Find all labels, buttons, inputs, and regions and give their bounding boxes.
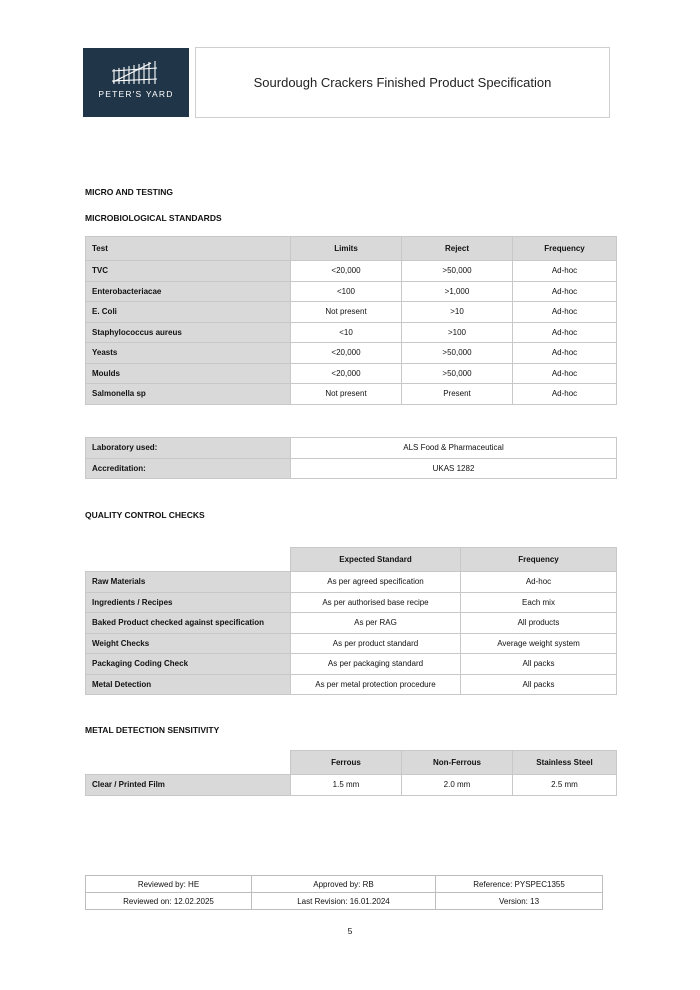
test-name-cell: Salmonella sp [86, 384, 291, 405]
check-name-cell: Baked Product checked against specification [86, 613, 291, 634]
column-header: Test [86, 237, 291, 261]
frequency-cell: Ad-hoc [513, 261, 617, 282]
column-header: Ferrous [291, 751, 402, 775]
table-header-row [86, 751, 617, 775]
stainless-steel-cell: 2.5 mm [513, 775, 617, 796]
reviewed-on: Reviewed on: 12.02.2025 [86, 893, 252, 910]
page-number: 5 [347, 926, 353, 936]
test-name-cell: Yeasts [86, 343, 291, 364]
check-name-cell: Raw Materials [86, 572, 291, 593]
empty-header-cell [86, 548, 291, 572]
table-row [86, 674, 617, 695]
reference: Reference: PYSPEC1355 [436, 876, 603, 893]
standard-cell: As per packaging standard [291, 654, 461, 675]
frequency-cell: Ad-hoc [513, 302, 617, 323]
column-header: Reject [402, 237, 513, 261]
table-row [86, 384, 617, 405]
test-name-cell: Enterobacteriacae [86, 281, 291, 302]
logo-text: PETER'S YARD [98, 89, 174, 99]
column-header: Frequency [461, 548, 617, 572]
test-name-cell: TVC [86, 261, 291, 282]
limits-cell: <20,000 [291, 363, 402, 384]
document-title-box [195, 47, 610, 118]
accreditation-label: Accreditation: [86, 458, 291, 479]
column-header: Non-Ferrous [402, 751, 513, 775]
frequency-cell: Ad-hoc [513, 363, 617, 384]
reject-cell: >50,000 [402, 343, 513, 364]
accreditation-value: UKAS 1282 [291, 458, 617, 479]
limits-cell: <10 [291, 322, 402, 343]
test-name-cell: Moulds [86, 363, 291, 384]
reject-cell: >50,000 [402, 363, 513, 384]
table-header-row [86, 237, 617, 261]
laboratory-value: ALS Food & Pharmaceutical [291, 438, 617, 459]
reject-cell: >10 [402, 302, 513, 323]
reviewed-by: Reviewed by: HE [86, 876, 252, 893]
column-header: Frequency [513, 237, 617, 261]
frequency-cell: All products [461, 613, 617, 634]
footer-row [86, 876, 603, 893]
table-row [86, 322, 617, 343]
material-cell: Clear / Printed Film [86, 775, 291, 796]
table-row [86, 363, 617, 384]
table-row [86, 654, 617, 675]
laboratory-label: Laboratory used: [86, 438, 291, 459]
empty-header-cell [86, 751, 291, 775]
frequency-cell: Ad-hoc [513, 281, 617, 302]
table-row [86, 592, 617, 613]
frequency-cell: Each mix [461, 592, 617, 613]
reject-cell: >50,000 [402, 261, 513, 282]
frequency-cell: Ad-hoc [513, 322, 617, 343]
table-row [86, 572, 617, 593]
table-row [86, 302, 617, 323]
reject-cell: Present [402, 384, 513, 405]
section-heading-quality-control: QUALITY CONTROL CHECKS [85, 510, 205, 520]
footer-row [86, 893, 603, 910]
test-name-cell: E. Coli [86, 302, 291, 323]
version: Version: 13 [436, 893, 603, 910]
check-name-cell: Weight Checks [86, 633, 291, 654]
table-row [86, 458, 617, 479]
section-heading-micro-standards: MICROBIOLOGICAL STANDARDS [85, 213, 222, 223]
reject-cell: >1,000 [402, 281, 513, 302]
limits-cell: Not present [291, 384, 402, 405]
limits-cell: <20,000 [291, 261, 402, 282]
document-control-footer [85, 875, 603, 910]
test-name-cell: Staphylococcus aureus [86, 322, 291, 343]
section-heading-micro-testing: MICRO AND TESTING [85, 187, 173, 197]
table-row [86, 633, 617, 654]
microbiological-standards-table [85, 236, 617, 405]
table-row [86, 343, 617, 364]
table-row [86, 438, 617, 459]
section-heading-metal-detection: METAL DETECTION SENSITIVITY [85, 725, 220, 735]
column-header: Expected Standard [291, 548, 461, 572]
ferrous-cell: 1.5 mm [291, 775, 402, 796]
standard-cell: As per metal protection procedure [291, 674, 461, 695]
frequency-cell: All packs [461, 654, 617, 675]
check-name-cell: Ingredients / Recipes [86, 592, 291, 613]
frequency-cell: Ad-hoc [513, 384, 617, 405]
metal-detection-table [85, 750, 617, 796]
document-title: Sourdough Crackers Finished Product Specification [253, 75, 552, 90]
limits-cell: <20,000 [291, 343, 402, 364]
standard-cell: As per RAG [291, 613, 461, 634]
table-header-row [86, 548, 617, 572]
column-header: Stainless Steel [513, 751, 617, 775]
check-name-cell: Metal Detection [86, 674, 291, 695]
limits-cell: <100 [291, 281, 402, 302]
table-row [86, 261, 617, 282]
column-header: Limits [291, 237, 402, 261]
last-revision: Last Revision: 16.01.2024 [252, 893, 436, 910]
gate-logo-icon [111, 60, 161, 86]
laboratory-table [85, 437, 617, 479]
logo [83, 48, 189, 117]
frequency-cell: Average weight system [461, 633, 617, 654]
table-row [86, 281, 617, 302]
non-ferrous-cell: 2.0 mm [402, 775, 513, 796]
reject-cell: >100 [402, 322, 513, 343]
limits-cell: Not present [291, 302, 402, 323]
approved-by: Approved by: RB [252, 876, 436, 893]
check-name-cell: Packaging Coding Check [86, 654, 291, 675]
table-row [86, 775, 617, 796]
frequency-cell: Ad-hoc [513, 343, 617, 364]
quality-control-table [85, 547, 617, 695]
frequency-cell: Ad-hoc [461, 572, 617, 593]
standard-cell: As per agreed specification [291, 572, 461, 593]
frequency-cell: All packs [461, 674, 617, 695]
standard-cell: As per product standard [291, 633, 461, 654]
table-row [86, 613, 617, 634]
standard-cell: As per authorised base recipe [291, 592, 461, 613]
